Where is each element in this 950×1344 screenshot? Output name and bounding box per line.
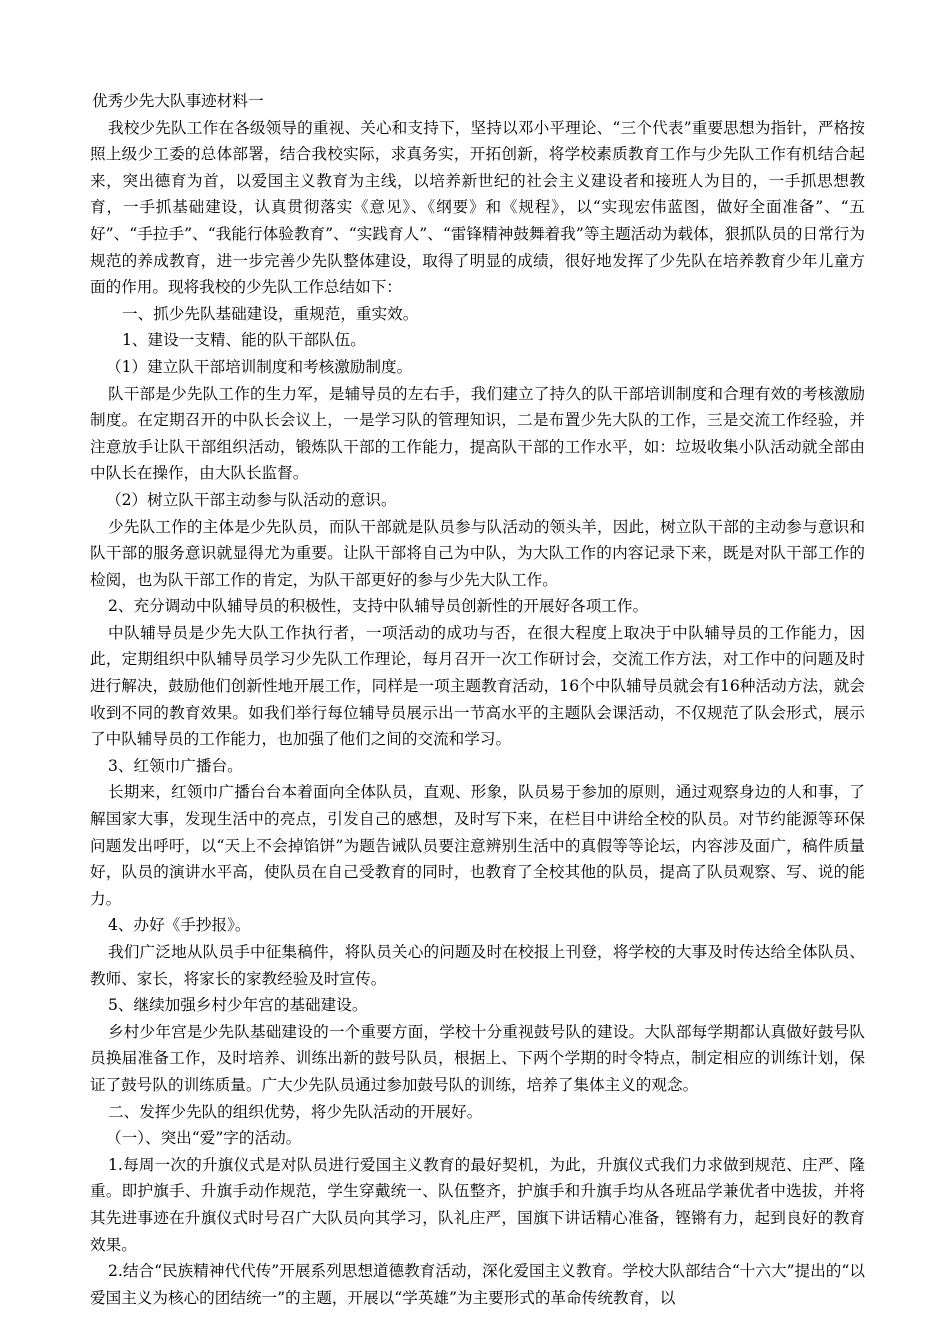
paragraph: 乡村少年宫是少先队基础建设的一个重要方面，学校十分重视鼓号队的建设。大队部每学期都认真做好鼓号队员换届准备工作，及时培养、训练出新的鼓号队员，根据上、下两个学期的时令特点，制定相应的训练计划，保证了鼓号队的训练质量。广大少先队员通过参加鼓号队的训练，培养了集体主义的观念。 — [90, 1022, 865, 1094]
paragraph: 长期来，红领巾广播台台本着面向全体队员，直观、形象，队员易于参加的原则，通过观察身边的人和事，了解国家大事，发现生活中的亮点，引发自己的感想，及时写下来，在栏目中讲给全校的队员。对节约能源等环保问题发出呼吁，以“天上不会掉馅饼”为题告诫队员要注意辨别生活中的真假等等论坛，内容涉及面广，稿件质量好，队员的演讲水平高，使队员在自己受教育的同时，也教育了全校其他的队员，提高了队员观察、写、说的能力。 — [90, 783, 865, 908]
subsection-heading: （一）、突出“爱”字的活动。 — [106, 1129, 302, 1148]
section-heading: 一、抓少先队基础建设，重规范，重实效。 — [122, 304, 419, 323]
subsection-heading: （2）树立队干部主动参与队活动的意识。 — [106, 490, 397, 509]
paragraph: 少先队工作的主体是少先队员，而队干部就是队员参与队活动的领头羊，因此，树立队干部的主动参与意识和队干部的服务意识就显得尤为重要。让队干部将自己为中队，为大队工作的内容记录下来，既是对队干部工作的检阅，也为队干部工作的肯定，为队干部更好的参与少先大队工作。 — [90, 517, 865, 589]
document-page — [90, 88, 865, 1311]
paragraph: 队干部是少先队工作的生力军，是辅导员的左右手，我们建立了持久的队干部培训制度和合理有效的考核激励制度。在定期召开的中队长会议上，一是学习队的管理知识，二是布置少先大队的工作，三是交流工作经验，并注意放手让队干部组织活动，锻炼队干部的工作能力，提高队干部的工作水平，如：垃圾收集小队活动就全部由中队长在操作，由大队长监督。 — [90, 384, 865, 483]
subsection-heading: 1、建设一支精、能的队干部队伍。 — [122, 331, 366, 350]
subsection-heading: （1）建立队干部培训制度和考核激励制度。 — [106, 357, 413, 376]
paragraph: 我们广泛地从队员手中征集稿件，将队员关心的问题及时在校报上刊登，将学校的大事及时传达给全体队员、教师、家长，将家长的家教经验及时宣传。 — [90, 943, 865, 988]
paragraph: 1.每周一次的升旗仪式是对队员进行爱国主义教育的最好契机，为此，升旗仪式我们力求做到规范、庄严、隆重。即护旗手、升旗手动作规范，学生穿戴统一、队伍整齐，护旗手和升旗手均从各班品学兼优者中选拔，并将其先进事迹在升旗仪式时号召广大队员向其学习，队礼庄严，国旗下讲话精心准备，铿锵有力，起到良好的教育效果。 — [90, 1155, 865, 1254]
document-title: 优秀少先大队事迹材料一 — [92, 92, 264, 110]
subsection-heading: 2、充分调动中队辅导员的积极性，支持中队辅导员创新性的开展好各项工作。 — [108, 597, 649, 616]
paragraph: 中队辅导员是少先大队工作执行者，一项活动的成功与否，在很大程度上取决于中队辅导员的工作能力，因此，定期组织中队辅导员学习少先队工作理论，每月召开一次工作研讨会，交流工作方法，对工作中的问题及时进行解决，鼓励他们创新性地开展工作，同样是一项主题教育活动，16个中队辅导员就会有16种活动方法，就会收到不同的教育效果。如我们举行每位辅导员展示出一节高水平的主题队会课活动，不仅规范了队会形式，展示了中队辅导员的工作能力，也加强了他们之间的交流和学习。 — [90, 623, 865, 749]
subsection-heading: 5、继续加强乡村少年宫的基础建设。 — [108, 996, 368, 1015]
subsection-heading: 3、红领巾广播台。 — [108, 756, 243, 775]
paragraph: 我校少先队工作在各级领导的重视、关心和支持下，坚持以邓小平理论、“三个代表”重要思想为指针，严格按照上级少工委的总体部署，结合我校实际，求真务实，开拓创新，将学校素质教育工作与少先队工作有机结合起来，突出德育为首，以爱国主义教育为主线，以培养新世纪的社会主义建设者和接班人为目的，一手抓思想教育，一手抓基础建设，认真贯彻落实《意见》、《纲要》和《规程》，以“实现宏伟蓝图，做好全面准备”、“五好”、“手拉手”、“我能行体验教育”、“实践育人”、“雷锋精神鼓舞着我”等主题活动为载体，狠抓队员的日常行为规范的养成教育，进一步完善少先队整体建设，取得了明显的成绩，很好地发挥了少先队在培养教育少年儿童方面的作用。现将我校的少先队工作总结如下： — [90, 118, 865, 297]
section-heading: 二、发挥少先队的组织优势，将少先队活动的开展好。 — [108, 1102, 483, 1121]
paragraph: 2.结合“民族精神代代传”开展系列思想道德教育活动，深化爱国主义教育。学校大队部结合“十六大”提出的“以爱国主义为核心的团结统一”的主题，开展以“学英雄”为主要形式的革命传统教育，以 — [90, 1262, 865, 1307]
subsection-heading: 4、办好《手抄报》。 — [108, 916, 251, 935]
